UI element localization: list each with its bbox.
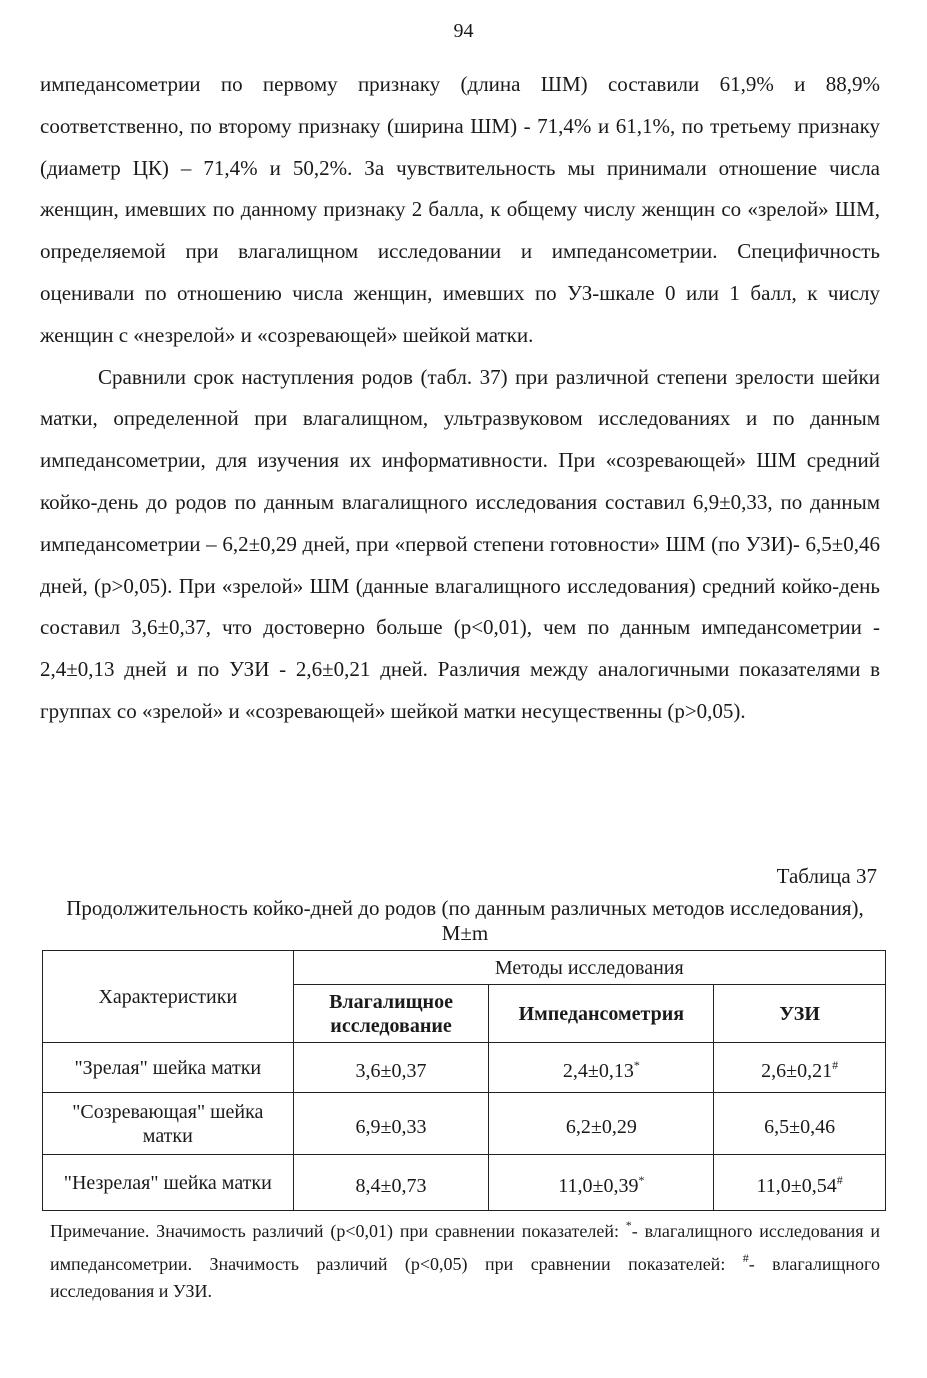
table-cell: 2,6±0,21# [714, 1043, 886, 1093]
table-row [43, 1043, 886, 1093]
page-number: 94 [453, 20, 474, 42]
paragraph-2: Сравнили срок наступления родов (табл. 37) при различной степени зрелости шейки матки, определенной при влагалищном, ультразвуковом исследованиях и по данным импедансометрии, для изучения их информативности. При «созревающей» ШМ средний койко-день до родов по данным влагалищного исследования составил 6,9±0,33, по данным импедансометрии – 6,2±0,29 дней, при «первой степени готовности» ШМ (по УЗИ)- 6,5±0,46 дней, (р>0,05). При «зрелой» ШМ (данные влагалищного исследования) средний койко-день составил 3,6±0,37, что достоверно больше (р<0,01), чем по данным импедансометрии - 2,4±0,13 дней и по УЗИ - 2,6±0,21 дней. Различия между аналогичными показателями в группах со «зрелой» и «созревающей» шейкой матки несущественны (р>0,05). [40, 364, 880, 723]
row-label: "Созревающая" шейка матки [43, 1093, 294, 1155]
table-cell: 8,4±0,73 [293, 1155, 489, 1211]
data-table [42, 950, 886, 1211]
table-caption: Продолжительность койко-дней до родов (по данным различных методов исследования), М±m [66, 896, 864, 945]
header-characteristics: Характеристики [43, 951, 294, 1043]
table-cell: 11,0±0,39* [489, 1155, 714, 1211]
header-vaginal-exam: Влагалищное исследование [293, 985, 489, 1043]
table-label: Таблица 37 [776, 864, 877, 888]
header-ultrasound: УЗИ [714, 985, 886, 1043]
row-label: "Незрелая" шейка матки [43, 1155, 294, 1211]
header-methods: Методы исследования [293, 951, 885, 985]
paragraph-1: импедансометрии по первому признаку (длина ШМ) составили 61,9% и 88,9% соответственно, по второму признаку (ширина ШМ) - 71,4% и 61,1%, по третьему признаку (диаметр ЦК) – 71,4% и 50,2%. За чувствительность мы принимали отношение числа женщин, имевших по данному признаку 2 балла, к общему числу женщин со «зрелой» ШМ, определяемой при влагалищном исследовании и импедансометрии. Специфичность оценивали по отношению числа женщин, имевших по УЗ-шкале 0 или 1 балл, к числу женщин с «незрелой» и «созревающей» шейкой матки. [40, 72, 880, 347]
table-cell: 6,2±0,29 [489, 1093, 714, 1155]
table-cell: 6,9±0,33 [293, 1093, 489, 1155]
table-row [43, 1093, 886, 1155]
body-text [40, 64, 880, 733]
row-label: "Зрелая" шейка матки [43, 1043, 294, 1093]
table-note: Примечание. Значимость различий (р<0,01) при сравнении показателей: *- влагалищного исследования и импедансометрии. Значимость различий (р<0,05) при сравнении показателей: #- влагалищного исследования и УЗИ. [50, 1218, 880, 1301]
header-impedancemetry: Импедансометрия [489, 985, 714, 1043]
table-cell: 6,5±0,46 [714, 1093, 886, 1155]
table-cell: 3,6±0,37 [293, 1043, 489, 1093]
table-cell: 2,4±0,13* [489, 1043, 714, 1093]
table-row [43, 1155, 886, 1211]
table-cell: 11,0±0,54# [714, 1155, 886, 1211]
